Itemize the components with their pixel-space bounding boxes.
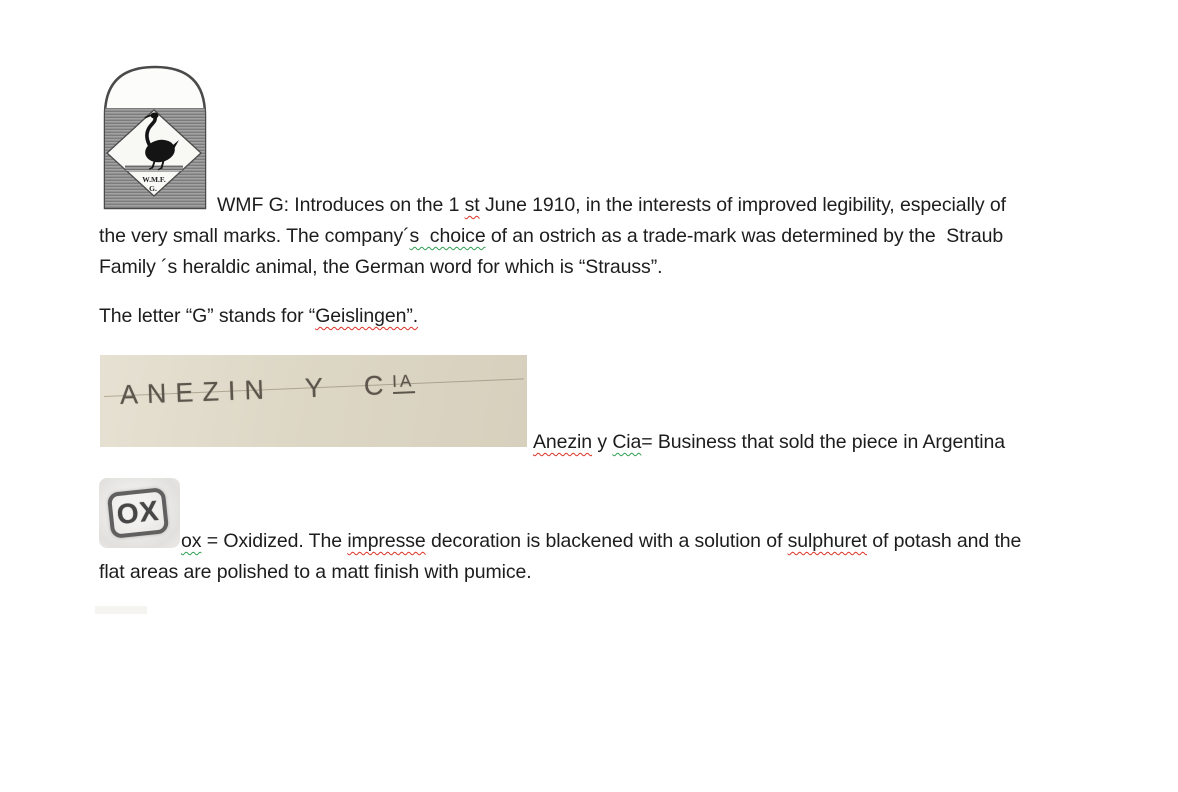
- ox-stamp-border: [107, 487, 169, 539]
- anezin-caption: [533, 429, 1005, 455]
- wmf-mark-letters-line2: G.: [149, 184, 157, 193]
- paragraph1-line2: [99, 223, 1003, 249]
- text-segment: flat areas are polished to a matt finish with pumice.: [99, 561, 532, 583]
- anezin-stamp-text-main: ANEZIN Y C: [119, 370, 393, 410]
- text-segment: of an ostrich as a trade-mark was determined by the Straub: [485, 225, 1004, 247]
- spellcheck-green-word: Cia: [612, 431, 642, 453]
- text-segment: of potash and the: [866, 530, 1022, 552]
- text-segment: The letter “G” stands for “: [99, 305, 316, 327]
- ox-stamp-photo: [99, 478, 180, 548]
- wmf-trademark-image: [103, 65, 207, 210]
- ox-stamp-text: OX: [115, 494, 161, 531]
- paragraph1-line3: [99, 254, 662, 280]
- paragraph1-line1: [217, 192, 1006, 218]
- spellcheck-green-word: s choice: [409, 225, 486, 247]
- anezin-stamp-text: [119, 369, 415, 411]
- text-segment: decoration is blackened with a solution of: [425, 530, 788, 552]
- anezin-stamp-photo: [100, 355, 527, 447]
- text-segment: y: [592, 431, 613, 453]
- spellcheck-red-word: Anezin: [533, 431, 593, 453]
- faint-scan-artifact: [95, 606, 147, 614]
- anezin-stamp-text-superscript: IA: [392, 371, 415, 394]
- text-segment: the very small marks. The company´: [99, 225, 410, 247]
- text-segment: = Oxidized. The: [201, 530, 348, 552]
- spellcheck-red-word: sulphuret: [787, 530, 867, 552]
- ox-paragraph-line1: [181, 528, 1021, 554]
- text-segment: = Business that sold the piece in Argentina: [641, 431, 1006, 453]
- text-segment: June 1910, in the interests of improved legibility, especially of: [479, 194, 1006, 216]
- text-segment: Family ´s heraldic animal, the German word for which is “Strauss”.: [99, 256, 663, 278]
- text-segment: WMF G: Introduces on the 1: [217, 194, 465, 216]
- spellcheck-red-word: st: [464, 194, 480, 216]
- spellcheck-red-word: impresse: [347, 530, 426, 552]
- paragraph2-line1: [99, 303, 418, 329]
- spellcheck-green-word: ox: [181, 530, 202, 552]
- wmf-mark-letters-line1: W.M.F.: [142, 175, 166, 184]
- ox-paragraph-line2: [99, 559, 532, 585]
- spellcheck-red-word: Geislingen”.: [315, 305, 419, 327]
